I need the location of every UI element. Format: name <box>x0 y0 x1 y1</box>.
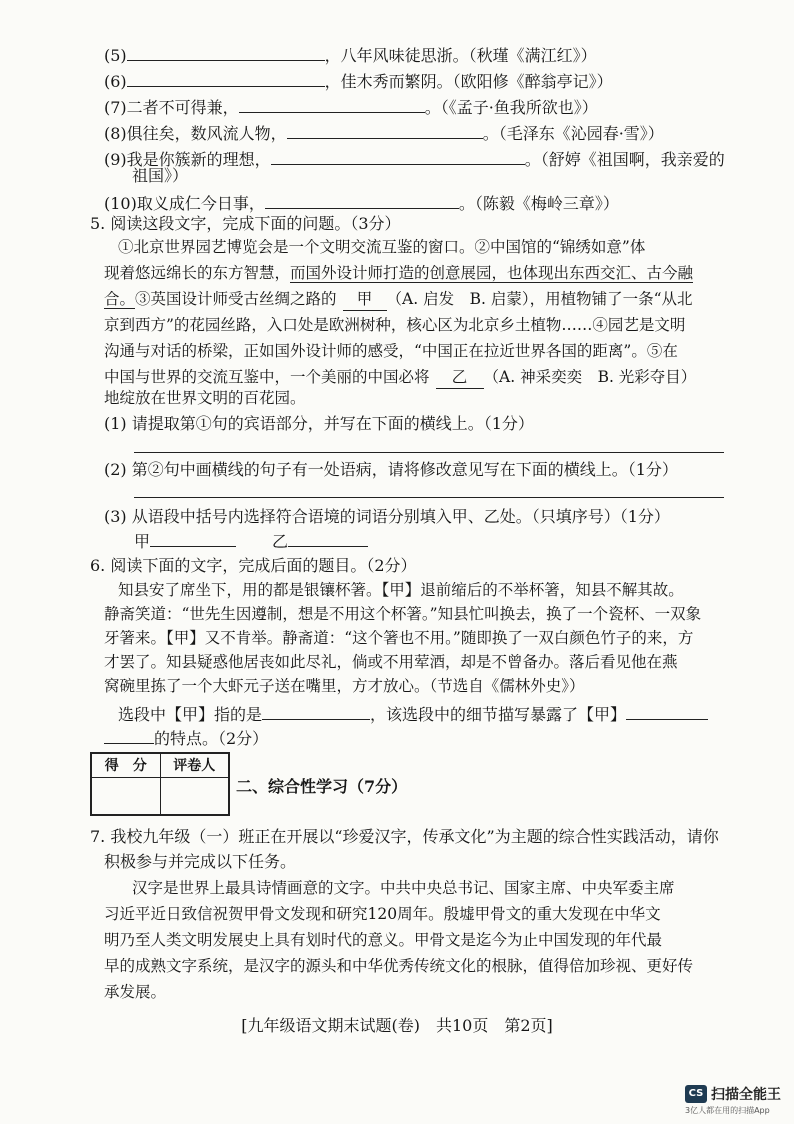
answer-blank[interactable] <box>271 148 525 165</box>
q6-question-cont: 的特点。（2分） <box>104 727 268 750</box>
q7-title: 7. 我校九年级（一）班正在开展以“珍爱汉字，传承文化”为主题的综合性实践活动，请你 <box>90 827 719 846</box>
answer-blank[interactable] <box>262 703 370 720</box>
q5-para-line: 沟通与对话的桥梁，正如国外设计师的感受，“中国正在拉近世界各国的距离”。⑤在 <box>104 342 678 360</box>
score-table <box>90 752 230 816</box>
q7-title-cont: 积极参与并完成以下任务。 <box>104 852 297 871</box>
q7-para-line: 汉字是世界上最具诗情画意的文字。中共中央总书记、国家主席、中央军委主席 <box>132 879 675 897</box>
underlined-sentence: 而国外设计师打造的创意展园，也体现出东西交汇、古今融 <box>290 264 694 282</box>
answer-blank[interactable] <box>104 727 154 744</box>
answer-blank[interactable] <box>287 122 483 139</box>
q6-title: 6. 阅读下面的文字，完成后面的题目。（2分） <box>90 556 417 575</box>
q5-para-line: 合。③英国设计师受古丝绸之路的 甲 （A. 启发 B. 启蒙），用植物铺了一条“从北 <box>104 288 693 311</box>
scanner-tagline: 3亿人都在用的扫描App <box>685 1106 770 1115</box>
q4-item-6: (6) ，佳木秀而繁阴。（欧阳修《醉翁亭记》） <box>104 72 613 91</box>
q5-sub-1: (1) 请提取第①句的宾语部分，并写在下面的横线上。（1分） <box>104 414 534 433</box>
q4-item-8: (8)俱往矣，数风流人物， 。（毛泽东《沁园春·雪》） <box>104 124 664 143</box>
q6-para-line: 静斋笑道：“世先生因遵制，想是不用这个杯箸。”知县忙叫换去，换了一个瓷杯、一双象 <box>104 605 702 623</box>
q5-para-line: 中国与世界的交流互鉴中，一个美丽的中国必将 乙 （A. 神采奕奕 B. 光彩夺目） <box>104 366 696 389</box>
q4-item-9: (9)我是你簇新的理想， 。（舒婷《祖国啊，我亲爱的 <box>104 150 725 169</box>
q5-para-line: 现着悠远绵长的东方智慧，而国外设计师打造的创意展园，也体现出东西交汇、古今融 <box>104 264 694 282</box>
cs-logo-icon: CS <box>685 1085 707 1103</box>
q5-para-line: 京到西方”的花园丝路，入口处是欧洲树种，核心区为北京乡土植物……④园艺是文明 <box>104 316 686 334</box>
grader-cell[interactable] <box>160 777 229 815</box>
q6-para-line: 牙箸来。【甲】又不肯举。静斋道：“这个箸也不用。”随即换了一双白颜色竹子的来，方 <box>104 629 694 647</box>
q6-question: 选段中【甲】指的是 ，该选段中的细节描写暴露了【甲】 <box>118 703 708 726</box>
q6-para-line: 才罢了。知县疑惑他居丧如此尽礼，倘或不用荤酒，却是不曾备办。落后看见他在燕 <box>104 653 678 671</box>
answer-blank[interactable] <box>239 96 425 113</box>
grader-header: 评卷人 <box>160 753 229 777</box>
answer-line[interactable] <box>134 452 724 453</box>
blank-jia[interactable]: 甲 <box>343 288 387 311</box>
answer-blank[interactable] <box>265 192 459 209</box>
q4-item-7: (7)二者不可得兼， 。（《孟子·鱼我所欲也》） <box>104 98 598 117</box>
q4-item-5: (5) ，八年风味徒思浙。（秋瑾《满江红》） <box>104 46 597 65</box>
section-heading: 二、综合性学习（7分） <box>236 777 408 796</box>
q5-para-line: ①北京世界园艺博览会是一个文明交流互鉴的窗口。②中国馆的“锦绣如意”体 <box>118 238 646 256</box>
answer-blank-yi[interactable] <box>288 530 368 547</box>
blank-yi[interactable]: 乙 <box>436 366 484 389</box>
answer-blank[interactable] <box>626 703 708 720</box>
q6-para-line: 知县安了席坐下，用的都是银镶杯箸。【甲】退前缩后的不举杯箸，知县不解其故。 <box>118 581 684 599</box>
q5-sub-3: (3) 从语段中括号内选择符合语境的词语分别填入甲、乙处。（只填序号）（1分） <box>104 507 670 526</box>
q5-sub-2: (2) 第②句中画横线的句子有一处语病，请将修改意见写在下面的横线上。（1分） <box>104 460 678 479</box>
page-footer: [九年级语文期末试题(卷) 共10页 第2页] <box>241 1016 553 1035</box>
q7-para-line: 习近平近日致信祝贺甲骨文发现和研究120周年。殷墟甲骨文的重大发现在中华文 <box>104 905 661 923</box>
answer-line[interactable] <box>134 497 724 498</box>
q7-para-line: 明乃至人类文明发展史上具有划时代的意义。甲骨文是迄今为止中国发现的年代最 <box>104 931 663 949</box>
q4-item-9-cont: 祖国》） <box>132 166 189 185</box>
scanner-logo: CS 扫描全能王 <box>685 1083 781 1104</box>
q5-title: 5. 阅读这段文字，完成下面的问题。（3分） <box>90 214 401 233</box>
q7-para-line: 承发展。 <box>104 983 167 1001</box>
q5-sub-3-answers: 甲 乙 <box>134 530 368 553</box>
answer-blank[interactable] <box>127 70 325 87</box>
q4-item-10: (10)取义成仁今日事， 。（陈毅《梅岭三章》） <box>104 194 619 213</box>
answer-blank[interactable] <box>127 44 325 61</box>
score-cell[interactable] <box>91 777 160 815</box>
score-header: 得 分 <box>91 753 160 777</box>
q5-para-line: 地绽放在世界文明的百花园。 <box>104 389 306 407</box>
answer-blank-jia[interactable] <box>150 530 236 547</box>
q7-para-line: 早的成熟文字系统，是汉字的源头和中华优秀传统文化的根脉，值得倍加珍视、更好传 <box>104 957 694 975</box>
q6-para-line: 窝碗里拣了一个大虾元子送在嘴里，方才放心。（节选自《儒林外史》） <box>104 677 585 695</box>
